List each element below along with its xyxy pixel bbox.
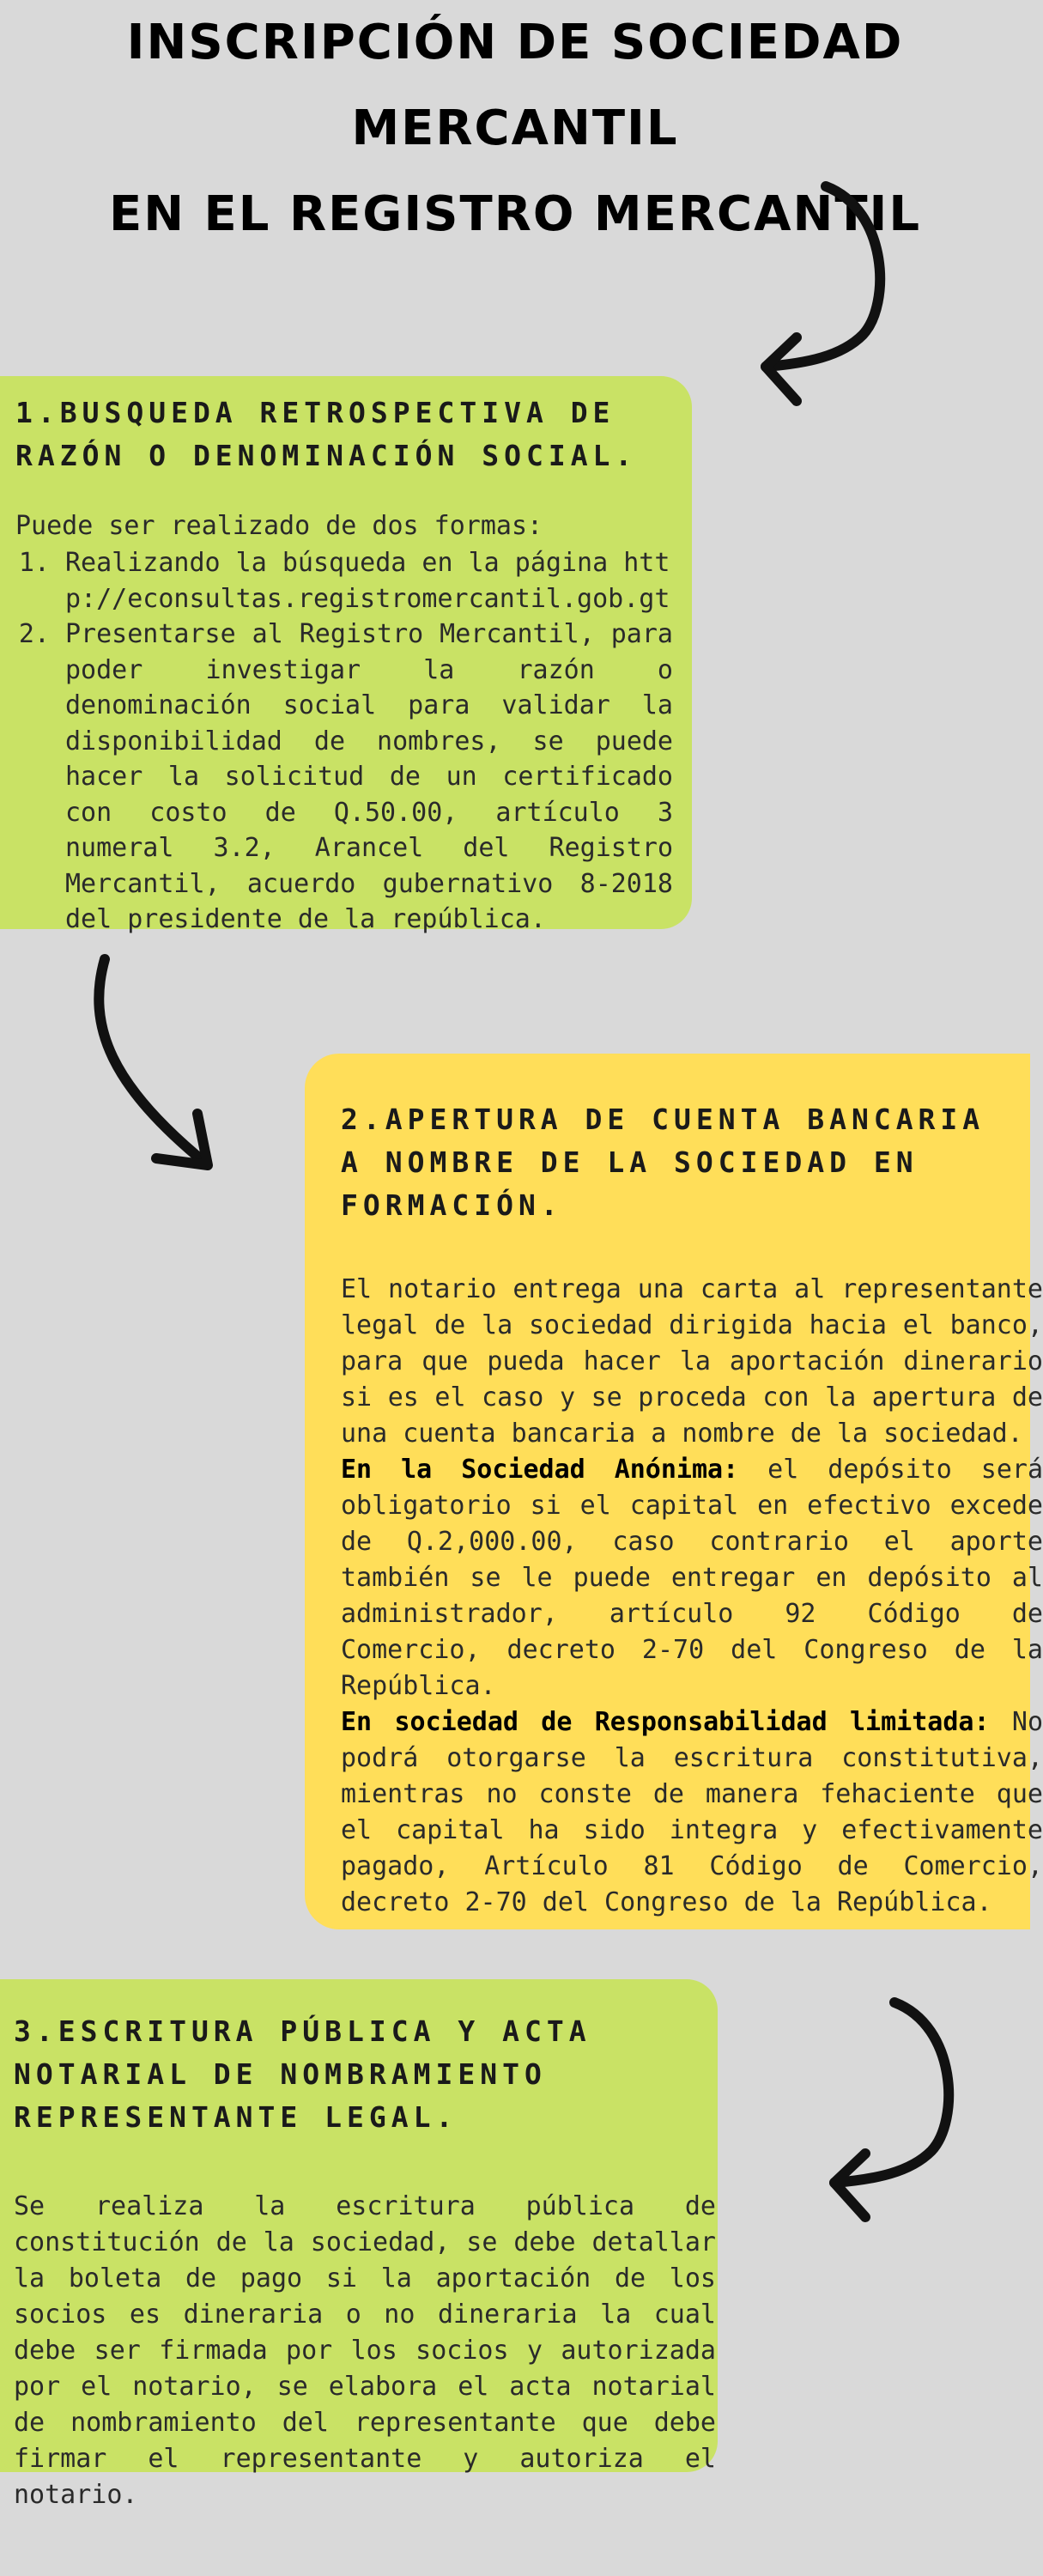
step2-heading-line1: 2.APERTURA DE CUENTA BANCARIA bbox=[341, 1103, 985, 1136]
curved-arrow-icon bbox=[807, 1992, 979, 2224]
step3-heading-line1: 3.ESCRITURA PÚBLICA Y ACTA bbox=[14, 2014, 591, 2048]
step1-heading bbox=[15, 392, 673, 477]
page-title-line1: INSCRIPCIÓN DE SOCIEDAD MERCANTIL bbox=[126, 15, 904, 156]
step1-heading-line1: 1.BUSQUEDA RETROSPECTIVA DE bbox=[15, 396, 615, 429]
step2-heading bbox=[341, 1098, 1030, 1227]
page-title-line2: EN EL REGISTRO MERCANTIL bbox=[108, 186, 922, 242]
step2-paragraph: El notario entrega una carta al representante legal de la sociedad dirigida hacia el banco, para que pueda hacer la aportación dinerario si es el caso y se proceda con la apertura de una cuenta bancaria a nombre de la sociedad. bbox=[341, 1274, 1043, 1449]
list-item: 2. Presentarse al Registro Mercantil, para poder investigar la razón o denominación social para validar la disponibilidad de nombres, se puede hacer la solicitud de un certificado con costo de Q.50.00, artículo 3 numeral 3.2, Arancel del Registro Mercantil, acuerdo gubernativo 8-2018 del presidente de la república. bbox=[65, 617, 673, 938]
step2-sa-paragraph bbox=[341, 1452, 1043, 1704]
step2-srl-paragraph bbox=[341, 1704, 1043, 1921]
step2-srl-label: En sociedad de Responsabilidad limitada: bbox=[341, 1707, 990, 1737]
step1-intro: Puede ser realizado de dos formas: bbox=[15, 511, 543, 541]
curved-arrow-icon bbox=[77, 949, 232, 1172]
step3-heading-line3: REPRESENTANTE LEGAL. bbox=[14, 2100, 458, 2134]
step2-heading-line2: A NOMBRE DE LA SOCIEDAD EN bbox=[341, 1145, 919, 1179]
step2-card bbox=[305, 1054, 1043, 1929]
step2-sa-label: En la Sociedad Anónima: bbox=[341, 1455, 739, 1485]
step1-card bbox=[0, 376, 692, 934]
step1-list bbox=[15, 545, 673, 938]
step3-card bbox=[0, 1979, 718, 2510]
step2-srl-text: No podrá otorgarse la escritura constitutiva, mientras no conste de manera fehaciente que el capital ha sido integra y efectivamente pagado, Artículo 81 Código de Comercio, decreto 2-70 del Congreso de la República. bbox=[341, 1707, 1043, 1917]
step3-heading bbox=[14, 2010, 718, 2139]
step2-heading-line3: FORMACIÓN. bbox=[341, 1188, 563, 1222]
step3-paragraph: Se realiza la escritura pública de constitución de la sociedad, se debe detallar la boleta de pago si la aportación de los socios es dineraria o no dineraria la cual debe ser firmada por los socios y autorizada por el notario, se elabora el acta notarial de nombramiento del representante que debe firmar el representante y autoriza el notario. bbox=[14, 2191, 716, 2510]
curved-arrow-icon bbox=[738, 176, 910, 408]
step1-heading-line2: RAZÓN O DENOMINACIÓN SOCIAL. bbox=[15, 439, 638, 472]
step2-sa-text: el depósito será obligatorio si el capital en efectivo excede de Q.2,000.00, caso contrario el aporte también se le puede entregar en depósito al administrador, artículo 92 Código de Comercio, decreto 2-70 del Congreso de la República. bbox=[341, 1455, 1043, 1701]
list-item: 1. Realizando la búsqueda en la página http://econsultas.registromercantil.gob.gt bbox=[65, 545, 673, 617]
step2-body bbox=[341, 1272, 1043, 1921]
step3-heading-line2: NOTARIAL DE NOMBRAMIENTO bbox=[14, 2057, 547, 2091]
